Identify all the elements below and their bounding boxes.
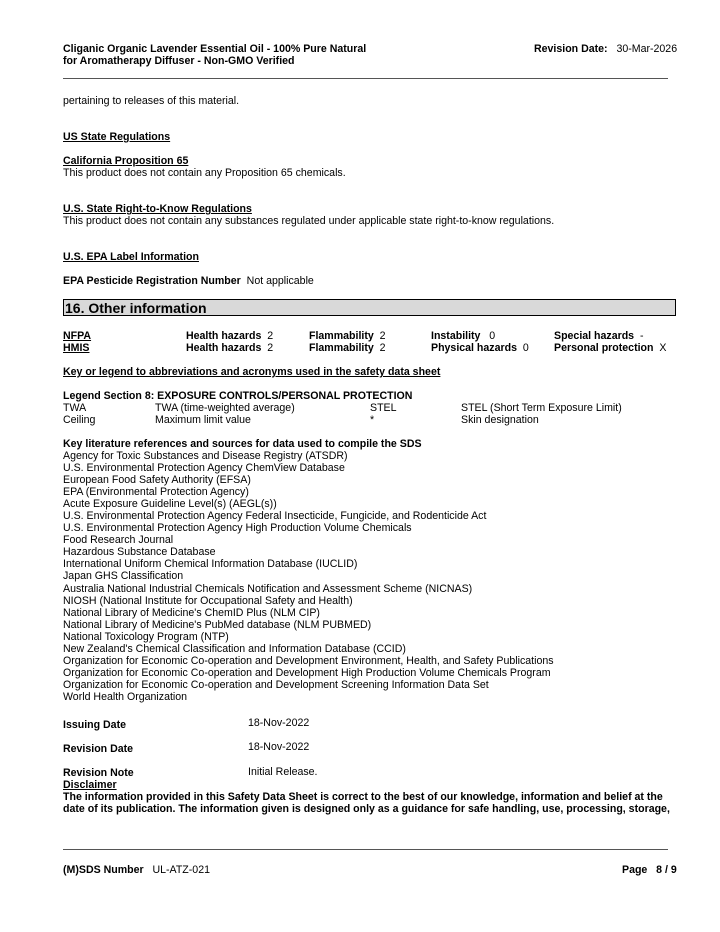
document-title-line-2: for Aromatherapy Diffuser - Non-GMO Verified — [63, 55, 295, 67]
abbreviations-key-heading: Key or legend to abbreviations and acronyms used in the safety data sheet — [63, 366, 441, 378]
legend-row-abbr: TWA — [63, 402, 87, 414]
nfpa-label: NFPA — [63, 330, 92, 342]
disclaimer-line-1: The information provided in this Safety Data Sheet is correct to the best of our knowledge, information and belief at the — [63, 791, 663, 803]
california-prop65-heading: California Proposition 65 — [63, 155, 189, 167]
header-revision-value: 30-Mar-2026 — [616, 43, 678, 55]
revision-date-value: 18-Nov-2022 — [248, 741, 310, 753]
issuing-date-label: Issuing Date — [63, 719, 126, 731]
reference-item: U.S. Environmental Protection Agency Federal Insecticide, Fungicide, and Rodenticide Act — [63, 510, 487, 523]
epa-registration-label: EPA Pesticide Registration Number — [63, 275, 241, 287]
hmis-physical — [431, 342, 529, 354]
header-divider — [63, 78, 668, 79]
legend-row-abbr: Ceiling — [63, 414, 96, 426]
right-to-know-text: This product does not contain any substances regulated under applicable state right-to-know regulations. — [63, 215, 555, 227]
nfpa-instability-label: Instability — [431, 330, 481, 342]
footer-divider — [63, 849, 668, 850]
nfpa-health-value: 2 — [267, 330, 274, 342]
header-revision-label: Revision Date: — [534, 43, 608, 55]
legend-row-abbr: * — [370, 414, 375, 426]
hmis-health — [186, 342, 273, 354]
nfpa-special-label: Special hazards — [554, 330, 635, 342]
reference-item: National Library of Medicine's PubMed database (NLM PUBMED) — [63, 618, 372, 631]
reference-item: Organization for Economic Co-operation and Development High Production Volume Chemicals Program — [63, 666, 551, 679]
section-16-header — [63, 299, 676, 316]
nfpa-special — [554, 330, 644, 342]
hmis-ppe-label: Personal protection — [554, 342, 654, 354]
nfpa-health — [186, 330, 273, 342]
reference-item: Japan GHS Classification — [63, 570, 184, 583]
header-revision — [534, 43, 677, 55]
sds-number-value: UL-ATZ-021 — [152, 864, 210, 876]
hmis-flammability-label: Flammability — [309, 342, 374, 354]
hmis-physical-value: 0 — [522, 342, 529, 354]
references-heading: Key literature references and sources for data used to compile the SDS — [63, 438, 422, 450]
reference-item: U.S. Environmental Protection Agency High Production Volume Chemicals — [63, 522, 412, 535]
hmis-health-label: Health hazards — [186, 342, 262, 354]
nfpa-health-label: Health hazards — [186, 330, 262, 342]
reference-item: National Toxicology Program (NTP) — [63, 630, 229, 643]
reference-item: New Zealand's Chemical Classification and Information Database (CCID) — [63, 642, 406, 655]
reference-item: Food Research Journal — [63, 534, 174, 547]
nfpa-flammability-value: 2 — [379, 330, 386, 342]
legend-row-meaning: TWA (time-weighted average) — [155, 402, 295, 414]
hmis-health-value: 2 — [267, 342, 274, 354]
reference-item: World Health Organization — [63, 690, 188, 703]
section-16-title: 16. Other information — [65, 300, 207, 316]
hmis-physical-label: Physical hazards — [431, 342, 517, 354]
legend-row-meaning: STEL (Short Term Exposure Limit) — [461, 402, 622, 414]
nfpa-flammability — [309, 330, 386, 342]
reference-item: European Food Safety Authority (EFSA) — [63, 474, 251, 487]
revision-note-label: Revision Note — [63, 767, 134, 779]
reference-item: Agency for Toxic Substances and Disease Registry (ATSDR) — [63, 450, 348, 462]
reference-item: Acute Exposure Guideline Level(s) (AEGL(s)) — [63, 498, 277, 511]
california-prop65-text: This product does not contain any Proposition 65 chemicals. — [63, 167, 346, 179]
page-label: Page — [622, 864, 648, 876]
reference-item: Australia National Industrial Chemicals Notification and Assessment Scheme (NICNAS) — [63, 582, 473, 595]
epa-label-heading: U.S. EPA Label Information — [63, 251, 199, 263]
nfpa-instability — [431, 330, 495, 342]
page-value: 8 / 9 — [656, 864, 677, 876]
intro-text: pertaining to releases of this material. — [63, 95, 240, 107]
nfpa-instability-value: 0 — [489, 330, 496, 342]
revision-date-label: Revision Date — [63, 743, 134, 755]
reference-item: International Uniform Chemical Information Database (IUCLID) — [63, 558, 358, 571]
hmis-flammability — [309, 342, 386, 354]
nfpa-special-value: - — [639, 330, 644, 342]
page-number — [622, 864, 677, 876]
epa-registration-value: Not applicable — [246, 275, 314, 287]
disclaimer-line-2: date of its publication. The information given is designed only as a guidance for safe handling, use, processing, storage, — [63, 803, 670, 815]
hmis-ppe-value: X — [659, 342, 667, 354]
reference-item: Organization for Economic Co-operation and Development Environment, Health, and Safety Publications — [63, 654, 554, 667]
reference-item: NIOSH (National Institute for Occupational Safety and Health) — [63, 594, 353, 607]
right-to-know-heading: U.S. State Right-to-Know Regulations — [63, 203, 252, 215]
reference-item: EPA (Environmental Protection Agency) — [63, 486, 249, 499]
hmis-flammability-value: 2 — [379, 342, 386, 354]
sds-number-label: (M)SDS Number — [63, 864, 144, 876]
us-state-regulations-heading: US State Regulations — [63, 131, 171, 143]
legend-heading: Legend Section 8: EXPOSURE CONTROLS/PERSONAL PROTECTION — [63, 390, 413, 402]
references-list — [63, 450, 554, 703]
legend-row-meaning: Maximum limit value — [155, 414, 251, 426]
sds-number — [63, 864, 210, 876]
issuing-date-value: 18-Nov-2022 — [248, 717, 310, 729]
epa-registration — [63, 275, 314, 287]
legend-row-abbr: STEL — [370, 402, 397, 414]
hmis-ppe — [554, 342, 666, 354]
disclaimer-heading: Disclaimer — [63, 779, 117, 791]
reference-item: National Library of Medicine's ChemID Plus (NLM CIP) — [63, 606, 320, 619]
revision-note-value: Initial Release. — [248, 766, 318, 778]
reference-item: Hazardous Substance Database — [63, 546, 216, 559]
nfpa-flammability-label: Flammability — [309, 330, 374, 342]
reference-item: U.S. Environmental Protection Agency ChemView Database — [63, 462, 345, 475]
hmis-label: HMIS — [63, 342, 90, 354]
document-title-line-1: Cliganic Organic Lavender Essential Oil - 100% Pure Natural — [63, 43, 367, 55]
reference-item: Organization for Economic Co-operation and Development Screening Information Data Set — [63, 678, 489, 691]
legend-row-meaning: Skin designation — [461, 414, 539, 426]
